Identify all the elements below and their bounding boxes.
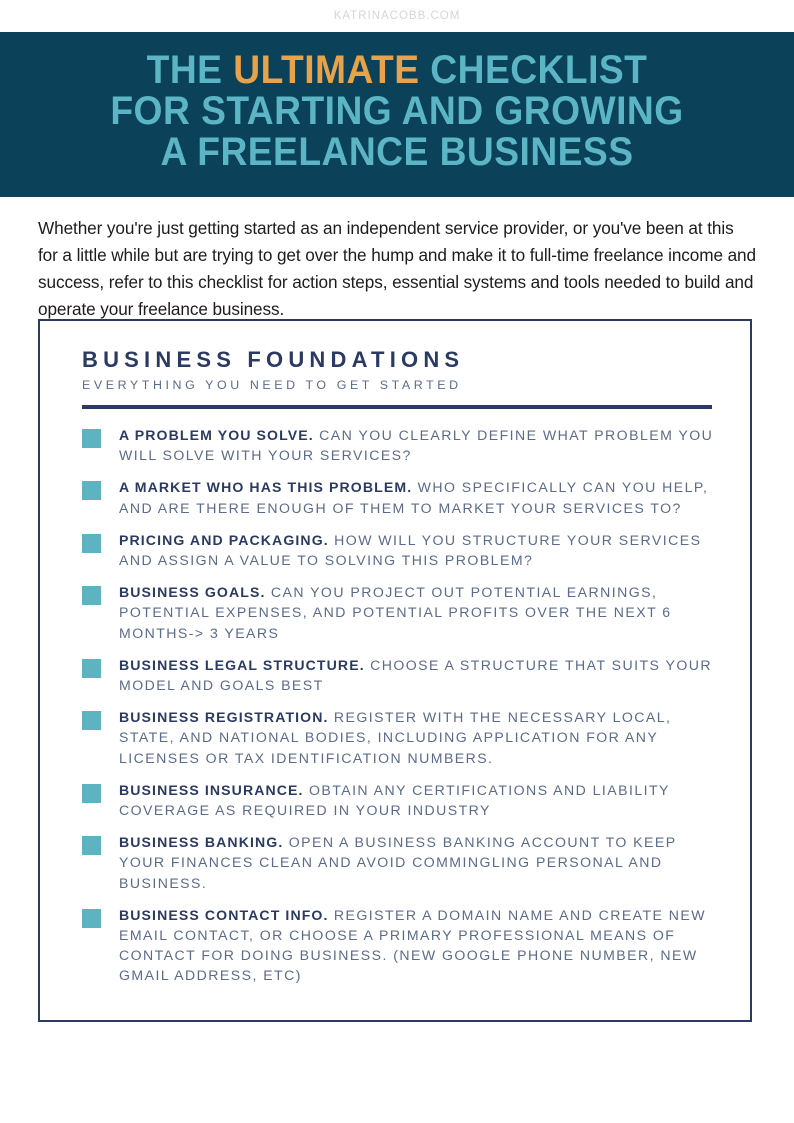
checklist-item-lead: BUSINESS CONTACT INFO. — [119, 906, 329, 923]
checklist-item-description: REGISTER WITH THE NECESSARY LOCAL, STATE, AND NATIONAL BODIES, INCLUDING APPLICATION FOR ANY LICENSES OR TAX IDENTIFICATION NUMBERS. — [119, 709, 672, 766]
checkbox-icon[interactable] — [82, 711, 101, 730]
checklist-item-description: WHO SPECIFICALLY CAN YOU HELP, AND ARE THERE ENOUGH OF THEM TO MARKET YOUR SERVICES TO? — [119, 479, 709, 516]
checklist-item[interactable] — [40, 832, 740, 893]
checkbox-icon[interactable] — [82, 586, 101, 605]
checklist-card — [38, 319, 752, 1022]
checklist-item[interactable] — [40, 530, 740, 570]
checklist-item-lead: PRICING AND PACKAGING. — [119, 531, 329, 548]
checklist-item-text — [119, 477, 714, 517]
checklist-item-text — [119, 530, 714, 570]
checklist-item-description: HOW WILL YOU STRUCTURE YOUR SERVICES AND ASSIGN A VALUE TO SOLVING THIS PROBLEM? — [119, 531, 702, 569]
checklist-item-lead: A MARKET WHO HAS THIS PROBLEM. — [119, 479, 413, 496]
checklist-item[interactable] — [40, 477, 740, 517]
checklist-item[interactable] — [40, 655, 740, 695]
checklist-item[interactable] — [40, 905, 740, 986]
checklist-item-lead: BUSINESS LEGAL STRUCTURE. — [119, 656, 365, 673]
site-url-strip — [0, 0, 794, 32]
hero-title-post: CHECKLIST — [419, 48, 648, 92]
checklist-item-text — [119, 780, 714, 820]
checklist-item[interactable] — [40, 425, 740, 465]
checkbox-icon[interactable] — [82, 481, 101, 500]
checklist-item-description: REGISTER A DOMAIN NAME AND CREATE NEW EMAIL CONTACT, OR CHOOSE A PRIMARY PROFESSIONAL MEANS OF CONTACT FOR DOING BUSINESS. (NEW GOOGLE PHONE NUMBER, NEW GMAIL ADDRESS, ETC) — [119, 906, 706, 984]
checkbox-icon[interactable] — [82, 659, 101, 678]
checklist-item-lead: BUSINESS INSURANCE. — [119, 781, 304, 798]
checklist-item-text — [119, 655, 714, 695]
checklist-item[interactable] — [40, 707, 740, 768]
checkbox-icon[interactable] — [82, 909, 101, 928]
checklist-item-description: OPEN A BUSINESS BANKING ACCOUNT TO KEEP YOUR FINANCES CLEAN AND AVOID COMMINGLING PERSONAL AND BUSINESS. — [119, 834, 677, 891]
section-title: BUSINESS FOUNDATIONS — [82, 347, 465, 372]
checklist-item-description: CAN YOU CLEARLY DEFINE WHAT PROBLEM YOU WILL SOLVE WITH YOUR SERVICES? — [119, 427, 714, 464]
checkbox-icon[interactable] — [82, 429, 101, 448]
hero-title-line-1 — [28, 50, 766, 91]
checklist-item-text — [119, 832, 714, 893]
checklist-item-text — [119, 425, 714, 465]
checklist-item-text — [119, 905, 714, 986]
checklist-item[interactable] — [40, 780, 740, 820]
site-url-text: KATRINACOBB.COM — [333, 10, 461, 22]
hero-title-line-3: A FREELANCE BUSINESS — [160, 130, 634, 174]
hero-title-highlight: ULTIMATE — [233, 48, 420, 92]
hero-banner — [0, 32, 794, 197]
checklist-item-text — [119, 582, 714, 643]
checklist-item-description: CAN YOU PROJECT OUT POTENTIAL EARNINGS, POTENTIAL EXPENSES, AND POTENTIAL PROFITS OVER THE NEXT 6 MONTHS-> 3 YEARS — [119, 584, 672, 641]
checklist-item-lead: A PROBLEM YOU SOLVE. — [119, 427, 314, 443]
checklist-item-description: CHOOSE A STRUCTURE THAT SUITS YOUR MODEL AND GOALS BEST — [119, 656, 713, 694]
section-divider — [82, 405, 712, 409]
hero-title-pre: THE — [146, 48, 234, 92]
checkbox-icon[interactable] — [82, 534, 101, 553]
checklist-item-lead: BUSINESS BANKING. — [119, 834, 284, 851]
checklist-item[interactable] — [40, 582, 740, 643]
checklist-item-lead: BUSINESS GOALS. — [119, 584, 266, 601]
checklist-item-text — [119, 707, 714, 768]
section-subtitle: EVERYTHING YOU NEED TO GET STARTED — [82, 378, 462, 392]
checkbox-icon[interactable] — [82, 784, 101, 803]
checklist-item-description: OBTAIN ANY CERTIFICATIONS AND LIABILITY COVERAGE AS REQUIRED IN YOUR INDUSTRY — [119, 781, 670, 819]
checklist-item-lead: BUSINESS REGISTRATION. — [119, 709, 329, 726]
checklist-items — [40, 425, 750, 986]
checkbox-icon[interactable] — [82, 836, 101, 855]
hero-title-line-2: FOR STARTING AND GROWING — [110, 89, 684, 133]
intro-paragraph: Whether you're just getting started as an independent service provider, or you've been at this for a little while but are trying to get over the hump and make it to full-time freelance income and success, refer to this checklist for action steps, essential systems and tools needed to build and operate your freelance business. — [38, 218, 756, 319]
section-header — [40, 347, 750, 395]
